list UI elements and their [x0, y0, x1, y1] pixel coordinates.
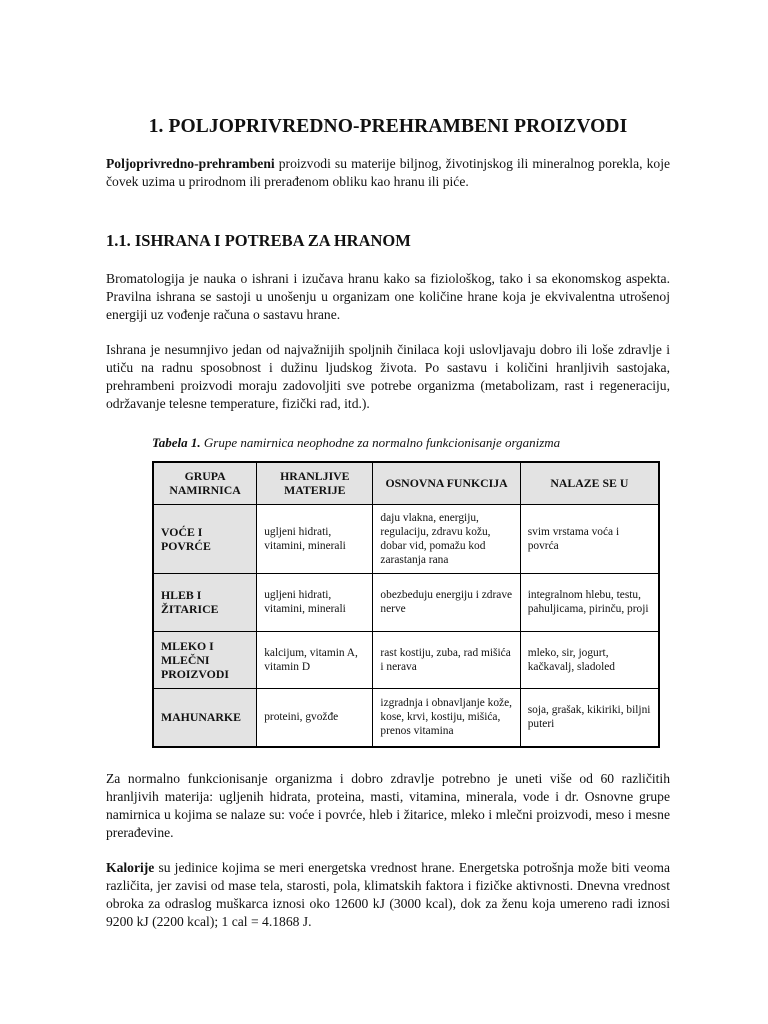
- table-row: [153, 573, 659, 631]
- table-header-row: [153, 462, 659, 504]
- cell-nutrients: ugljeni hidrati, vitamini, minerali: [257, 573, 373, 631]
- cell-nutrients: kalcijum, vitamin A, vitamin D: [257, 631, 373, 688]
- section-title: 1.1. ISHRANA I POTREBA ZA HRANOM: [106, 231, 411, 250]
- paragraph-bromatologija: Bromatologija je nauka o ishrani i izučava hranu kako sa fiziološkog, tako i sa ekonomskog aspekta. Pravilna ishrana se sastoji u unošenju u organizam one količine hrane koja je ekvivalentna utrošenoj energiji uz vođenje računa o sastavu hrane.: [106, 271, 670, 322]
- cell-group: MLEKO I MLEČNI PROIZVODI: [153, 631, 257, 688]
- cell-nutrients: proteini, gvožđe: [257, 688, 373, 747]
- table-caption-label: Tabela 1.: [152, 435, 201, 450]
- cell-group: HLEB I ŽITARICE: [153, 573, 257, 631]
- table-caption-text: Grupe namirnica neophodne za normalno funkcionisanje organizma: [200, 435, 561, 450]
- cell-sources: soja, grašak, kikiriki, biljni puteri: [520, 688, 659, 747]
- header-hranljive: HRANLJIVE MATERIJE: [257, 462, 373, 504]
- header-grupa: GRUPA NAMIRNICA: [153, 462, 257, 504]
- kalorije-text: su jedinice kojima se meri energetska vrednost hrane. Energetska potrošnja može biti veoma različita, jer zavisi od mase tela, starosti, pola, klimatskih faktora i fizičke aktivnosti. Dnevna vrednost obroka za odraslog muškarca iznosi oko 12600 kJ (3000 kcal), dok za ženu koja umereno radi iznosi 9200 kJ (2200 kcal); 1 cal = 4.1868 J.: [106, 860, 670, 929]
- cell-function: rast kostiju, zuba, rad mišića i nerava: [373, 631, 520, 688]
- paragraph-normalno: Za normalno funkcionisanje organizma i dobro zdravlje potrebno je uneti više od 60 različitih hranljivih materija: ugljenih hidrata, proteina, masti, vitamina, minerala, vode i dr. Osnovne grupe namirnica u kojima se nalaze su: voće i povrće, hleb i žitarice, mleko i mlečni proizvodi, meso i mesne prerađevine.: [106, 771, 670, 840]
- cell-sources: mleko, sir, jogurt, kačkavalj, sladoled: [520, 631, 659, 688]
- intro-paragraph: [106, 155, 670, 191]
- table-caption: [152, 435, 560, 451]
- table-row: [153, 504, 659, 573]
- cell-group: MAHUNARKE: [153, 688, 257, 747]
- header-nalaze: NALAZE SE U: [520, 462, 659, 504]
- table-row: [153, 688, 659, 747]
- header-funkcija: OSNOVNA FUNKCIJA: [373, 462, 520, 504]
- food-groups-table: [152, 461, 660, 748]
- table-row: [153, 631, 659, 688]
- cell-function: daju vlakna, energiju, regulaciju, zdravu kožu, dobar vid, pomažu kod zarastanja rana: [373, 504, 520, 573]
- intro-term: Poljoprivredno-prehrambeni: [106, 156, 275, 171]
- intro-text: proizvodi su materije biljnog, životinjskog ili mineralnog porekla, koje čovek uzima u prirodnom ili prerađenom obliku kao hranu ili piće.: [106, 156, 670, 189]
- cell-sources: svim vrstama voća i povrća: [520, 504, 659, 573]
- cell-group: VOĆE I POVRĆE: [153, 504, 257, 573]
- paragraph-ishrana: Ishrana je nesumnjivo jedan od najvažnijih spoljnih činilaca koji uslovljavaju dobro ili loše zdravlje i utiču na radnu sposobnost i dužinu ljudskog života. Po sastavu i količini hranljivih sastojaka, prehrambeni proizvodi moraju zadovoljiti sve potrebe organizma (metabolizam, rast i regeneraciju, održavanje telesne temperature, fizički rad, itd.).: [106, 342, 670, 411]
- kalorije-term: Kalorije: [106, 860, 155, 875]
- cell-nutrients: ugljeni hidrati, vitamini, minerali: [257, 504, 373, 573]
- cell-function: obezbeduju energiju i zdrave nerve: [373, 573, 520, 631]
- paragraph-kalorije: [106, 859, 670, 931]
- chapter-title: 1. POLJOPRIVREDNO-PREHRAMBENI PROIZVODI: [148, 116, 628, 137]
- cell-function: izgradnja i obnavljanje kože, kose, krvi, kostiju, mišića, prenos vitamina: [373, 688, 520, 747]
- cell-sources: integralnom hlebu, testu, pahuljicama, pirinču, proji: [520, 573, 659, 631]
